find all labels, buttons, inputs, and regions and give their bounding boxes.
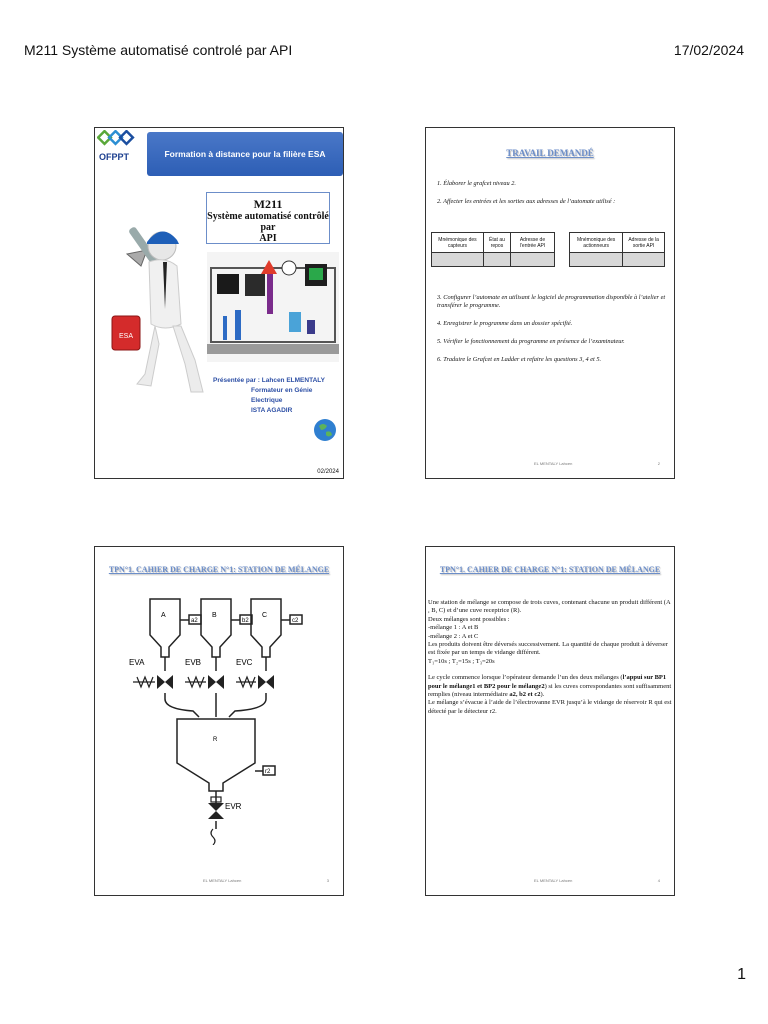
specification-text <box>428 599 672 716</box>
ofppt-logo-text: OFPPT <box>99 152 130 162</box>
case-label: ESA <box>119 333 134 340</box>
module-title-line-1: Système automatisé contrôlé par <box>207 211 329 233</box>
slide-3-title: TPN°1. CAHIER DE CHARGE N°1: STATION DE MÉLANGE <box>108 565 330 574</box>
table-cell <box>510 253 554 267</box>
tank-b-label: B <box>212 612 217 619</box>
module-title-line-2: API <box>259 233 277 244</box>
paragraph: Le mélange s’évacue à l’aide de l’électrovanne EVR jusqu’à le vidange de réservoir R qui est détecté par le détecteur r2. <box>428 699 672 715</box>
table-header: Adresse de l’entrée API <box>510 233 554 253</box>
table-header: Mnémonique des actionneurs <box>570 233 623 253</box>
task-item-4: 4. Enregistrer le programme dans un dossier spécifié. <box>437 320 573 327</box>
task-list <box>437 180 667 216</box>
task-list-continued <box>437 294 667 374</box>
sensor-r2-label: r2 <box>265 769 271 775</box>
mixing-station-diagram <box>103 595 337 845</box>
paragraph: Une station de mélange se compose de trois cuves, contenant chacune un produit différent (A , B, C) et d’une cuve receptrice (R). <box>428 599 671 615</box>
sensor-b2-label: b2 <box>242 618 249 624</box>
worker-illustration <box>107 214 207 404</box>
ofppt-logo-icon <box>97 130 137 150</box>
slide-3-number: 3 <box>326 878 329 883</box>
slide-3-thumbnail <box>94 546 344 896</box>
table-header: Mnémonique des capteurs <box>432 233 484 253</box>
slide-3-footer: EL MENTALY Lahcen <box>203 878 242 883</box>
page-number: 1 <box>737 966 746 983</box>
table-header: État au repos <box>483 233 510 253</box>
task-item-3: 3. Configurer l’automate en utilisant le logiciel de programmation disponible à l’atelier et transférer le programme. <box>437 294 666 309</box>
io-table-inputs <box>431 232 555 267</box>
table-cell <box>483 253 510 267</box>
slide-2-thumbnail <box>425 127 675 479</box>
task-item-1: 1. Élaborer le grafcet niveau 2. <box>437 180 516 187</box>
table-cell <box>623 253 665 267</box>
presenter-name: Présentée par : Lahcen ELMENTALY <box>213 377 325 384</box>
automation-bench-image <box>207 252 339 362</box>
document-date: 17/02/2024 <box>673 42 744 58</box>
valve-evc-label: EVC <box>236 658 253 667</box>
slide-2-number: 2 <box>657 461 660 466</box>
slide-4-thumbnail <box>425 546 675 896</box>
valve-evb-label: EVB <box>185 658 202 667</box>
slide-1-thumbnail <box>94 127 344 479</box>
tank-a-label: A <box>161 612 166 619</box>
document-title: M211 Système automatisé controlé par API <box>24 42 293 58</box>
receiver-label: R <box>213 737 218 743</box>
globe-icon <box>313 418 337 442</box>
presenter-role: Formateur en Génie Electrique <box>251 387 313 404</box>
presenter-school: ISTA AGADIR <box>251 407 293 414</box>
slide-1-banner: Formation à distance pour la filière ESA <box>147 132 343 176</box>
paragraph: Les produits doivent être déversés successivement. La quantité de chaque produit à déverser est fixée par un temps de vidange différent. <box>428 641 668 657</box>
table-cell <box>432 253 484 267</box>
task-item-2: 2. Affecter les entrées et les sorties aux adresses de l’automate utilisé : <box>437 198 616 205</box>
slide-4-footer: EL MENTALY Lahcen <box>534 878 573 883</box>
slide-2-title: TRAVAIL DEMANDÉ <box>506 148 594 158</box>
slide-4-title: TPN°1. CAHIER DE CHARGE N°1: STATION DE MÉLANGE <box>439 565 661 574</box>
table-cell <box>570 253 623 267</box>
sensor-c2-label: c2 <box>292 618 299 624</box>
sensor-a2-label: a2 <box>191 618 198 624</box>
task-item-5: 5. Vérifier le fonctionnement du programme en présence de l’examinateur. <box>437 338 625 345</box>
slide-2-footer: EL MENTALY Lahcen <box>534 461 573 466</box>
paragraph: Deux mélanges sont possibles : <box>428 615 510 623</box>
io-table-outputs <box>569 232 665 267</box>
module-code: M211 <box>253 197 283 211</box>
slide-4-number: 4 <box>657 878 660 883</box>
table-header: Adresse de la sortie API <box>623 233 665 253</box>
paragraph: -mélange 2 : A et C <box>428 632 479 640</box>
tank-c-label: C <box>262 612 268 619</box>
paragraph: Le cycle commence lorsque l’opérateur demande l’un des deux mélanges (l’appui sur BP1 pour le mélange1 et BP2 pour le mélange2) si les cuves correspondantes sont suffisamment remplies (niveau intermédiaire a2, b2 et c2). <box>428 674 672 699</box>
paragraph: -mélange 1 : A et B <box>428 624 479 632</box>
paragraph: T₁=10s ; T₂=15s ; T₃=20s <box>428 657 495 665</box>
slide-1-date: 02/2024 <box>317 469 339 475</box>
valve-eva-label: EVA <box>129 658 145 667</box>
presenter-block <box>213 376 343 416</box>
valve-evr-label: EVR <box>225 802 242 811</box>
slide-1-title-box <box>206 192 330 244</box>
task-item-6: 6. Traduire le Grafcet en Ladder et refaire les questions 3, 4 et 5. <box>437 356 602 363</box>
